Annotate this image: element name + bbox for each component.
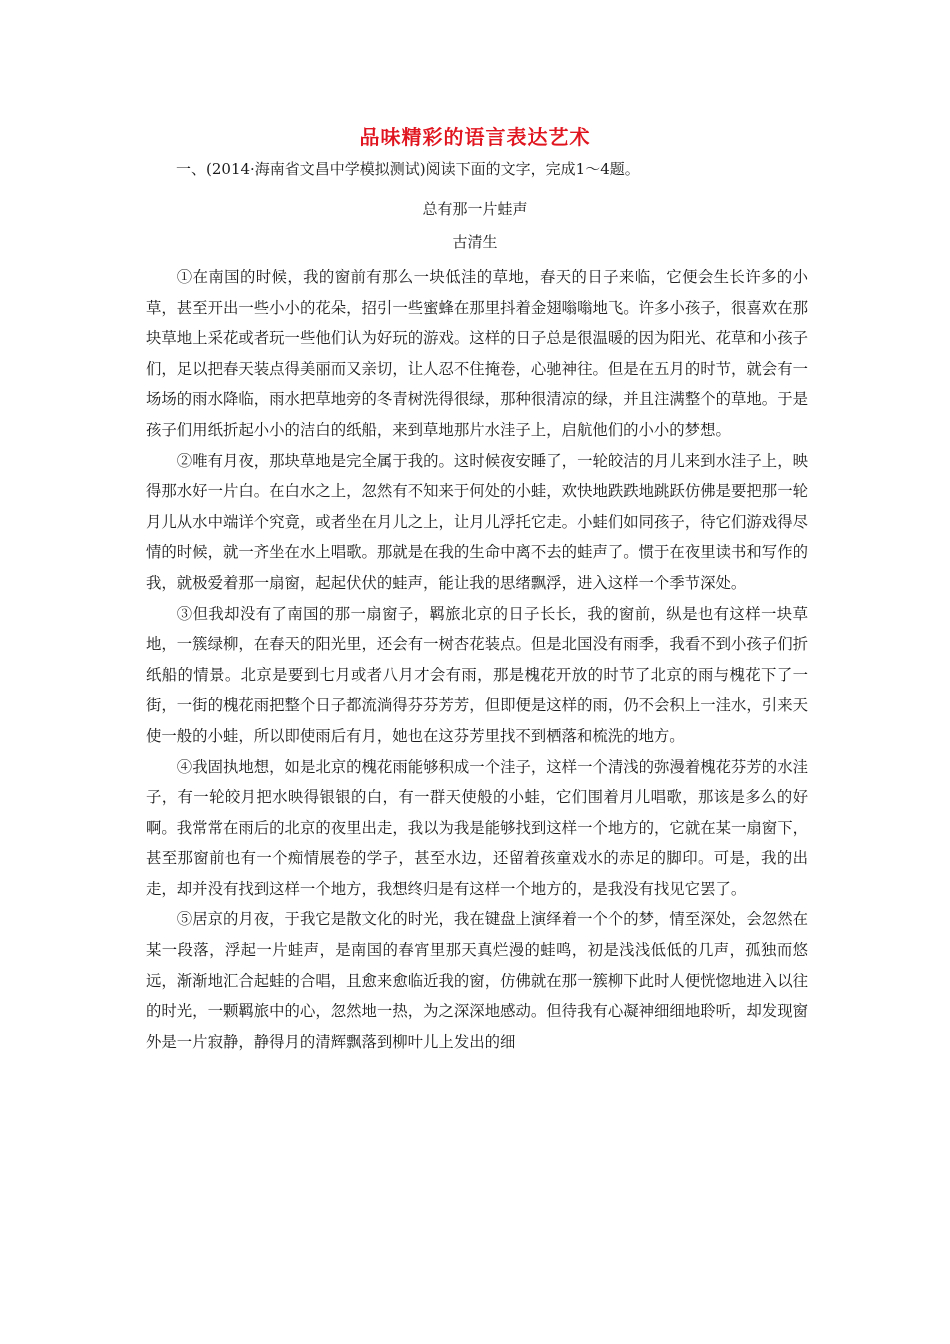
passage-title: 总有那一片蛙声	[422, 200, 528, 218]
paragraph-1: ①在南国的时候，我的窗前有那么一块低洼的草地，春天的日子来临，它便会生长许多的小草，甚至开出一些小小的花朵，招引一些蜜蜂在那里抖着金翅嗡嗡地飞。许多小孩子，很喜欢在那块草地上采花或者玩一些他们认为好玩的游戏。这样的日子总是很温暖的因为阳光、花草和小孩子们，足以把春天装点得美丽而又亲切，让人忍不住掩卷，心驰神往。但是在五月的时节，就会有一场场的雨水降临，雨水把草地旁的冬青树洗得很绿，那种很清凉的绿，并且注满整个的草地。于是孩子们用纸折起小小的洁白的纸船，来到草地那片水洼子上，启航他们的小小的梦想。	[146, 268, 808, 439]
question-intro: 一、(2014·海南省文昌中学模拟测试)阅读下面的文字，完成1～4题。	[176, 160, 640, 178]
passage-body	[146, 262, 808, 1057]
paragraph-2: ②唯有月夜，那块草地是完全属于我的。这时候夜安睡了，一轮皎洁的月儿来到水洼子上，映得那水好一片白。在白水之上，忽然有不知来于何处的小蛙，欢快地跌跌地跳跃仿佛是要把那一轮月儿从水中端详个究竟，或者坐在月儿之上，让月儿浮托它走。小蛙们如同孩子，待它们游戏得尽情的时候，就一齐坐在水上唱歌。那就是在我的生命中离不去的蛙声了。惯于在夜里读书和写作的我，就极爱着那一扇窗，起起伏伏的蛙声，能让我的思绪飘浮，进入这样一个季节深处。	[146, 451, 808, 592]
document-title: 品味精彩的语言表达艺术	[359, 125, 591, 149]
paragraph-5: ⑤居京的月夜，于我它是散文化的时光，我在键盘上演绎着一个个的梦，情至深处，会忽然在某一段落，浮起一片蛙声，是南国的春宵里那天真烂漫的蛙鸣，初是浅浅低低的几声，孤独而悠远，渐渐地汇合起蛙的合唱，且愈来愈临近我的窗，仿佛就在那一簇柳下此时人便恍惚地进入以往的时光，一颗羁旅中的心，忽然地一热，为之深深地感动。但待我有心凝神细细地聆听，却发现窗外是一片寂静，静得月的清辉飘落到柳叶儿上发出的细	[146, 910, 808, 1051]
passage-author: 古清生	[452, 233, 498, 251]
paragraph-4: ④我固执地想，如是北京的槐花雨能够积成一个洼子，这样一个清浅的弥漫着槐花芬芳的水洼子，有一轮皎月把水映得银银的白，有一群天使般的小蛙，它们围着月儿唱歌，那该是多么的好啊。我常常在雨后的北京的夜里出走，我以为我是能够找到这样一个地方的，它就在某一扇窗下，甚至那窗前也有一个痴情展卷的学子，甚至水边，还留着孩童戏水的赤足的脚印。可是，我的出走，却并没有找到这样一个地方，我想终归是有这样一个地方的，是我没有找见它罢了。	[146, 757, 808, 898]
paragraph-3: ③但我却没有了南国的那一扇窗子，羁旅北京的日子长长，我的窗前，纵是也有这样一块草地，一簇绿柳，在春天的阳光里，还会有一树杏花装点。但是北国没有雨季，我看不到小孩子们折纸船的情景。北京是要到七月或者八月才会有雨，那是槐花开放的时节了北京的雨与槐花下了一街，一街的槐花雨把整个日子都流淌得芬芬芳芳，但即便是这样的雨，仍不会积上一洼水，引来天使一般的小蛙，所以即使雨后有月，她也在这芬芳里找不到栖落和梳洗的地方。	[146, 604, 808, 745]
